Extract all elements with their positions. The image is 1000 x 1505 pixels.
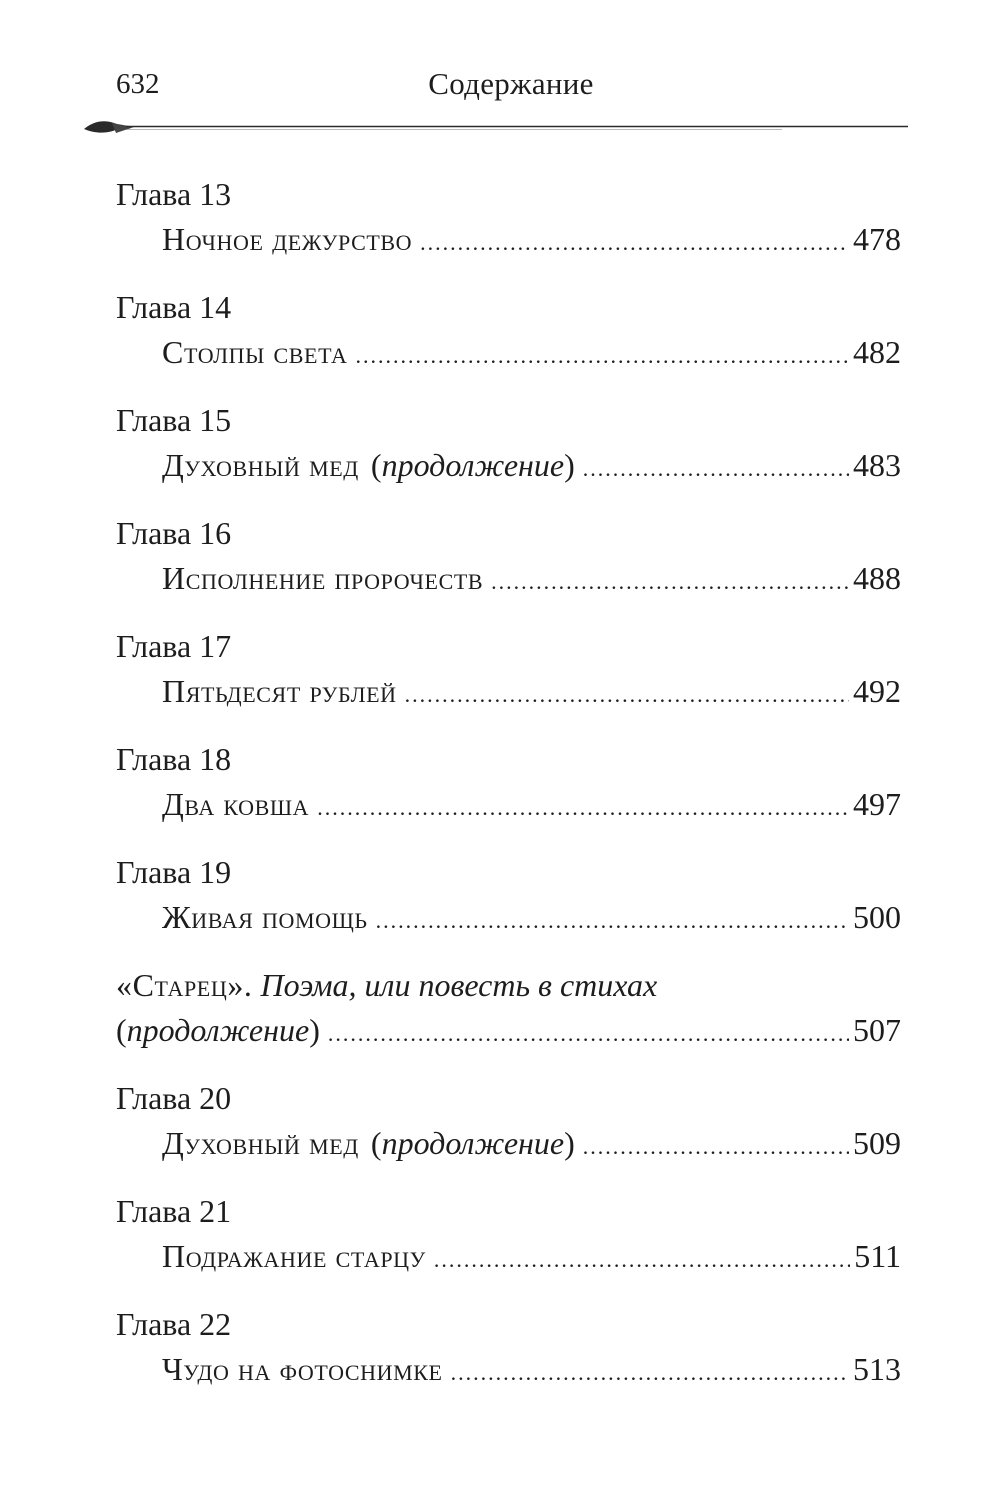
- entry-note: продолжение: [381, 447, 565, 483]
- toc-entry: [116, 895, 901, 940]
- chapter-label: Глава 20: [116, 1080, 232, 1116]
- toc-entry: [116, 1008, 901, 1053]
- dot-leader: [317, 797, 849, 819]
- page-ref: 511: [854, 1238, 901, 1274]
- toc-entry: [116, 556, 901, 601]
- dot-leader: [583, 1136, 849, 1158]
- toc-entry: [116, 1347, 901, 1392]
- dot-leader: [376, 910, 849, 932]
- chapter-label: Глава 19: [116, 854, 232, 890]
- poem-heading: [116, 963, 901, 1008]
- page-ref: 507: [853, 1012, 901, 1048]
- chapter-label: Глава 18: [116, 741, 232, 777]
- entry-note: продолжение: [126, 1012, 310, 1048]
- entry-title: Духовный мед: [162, 1125, 359, 1161]
- entry-title: Два ковша: [162, 786, 310, 822]
- toc-section: [116, 850, 901, 940]
- page-ref: 509: [853, 1125, 901, 1161]
- open-paren: (: [370, 447, 382, 483]
- toc-section: [116, 511, 901, 601]
- entry-title: Духовный мед: [162, 447, 359, 483]
- entry-title: Ночное дежурство: [162, 221, 413, 257]
- toc-entry: [116, 1121, 901, 1166]
- chapter-label: Глава 22: [116, 1306, 232, 1342]
- toc-entry: [116, 217, 901, 262]
- table-of-contents: [116, 172, 901, 1392]
- page-ref: 492: [853, 673, 901, 709]
- entry-title: Подражание старцу: [162, 1238, 426, 1274]
- dot-leader: [451, 1362, 849, 1384]
- chapter-label: Глава 21: [116, 1193, 232, 1229]
- close-paren: ): [564, 447, 575, 483]
- page-header: [116, 62, 906, 106]
- page-ref: 497: [853, 786, 901, 822]
- close-paren: ): [564, 1125, 575, 1161]
- poem-title: «Старец».: [116, 967, 253, 1003]
- entry-title: Исполнение пророчеств: [162, 560, 484, 596]
- running-title: Содержание: [428, 66, 594, 101]
- dot-leader: [491, 571, 849, 593]
- toc-section: [116, 737, 901, 827]
- entry-title: Пятьдесят рублей: [162, 673, 397, 709]
- dot-leader: [328, 1023, 849, 1045]
- toc-entry: [116, 1234, 901, 1279]
- entry-title: Живая помощь: [162, 899, 368, 935]
- chapter-label: Глава 15: [116, 402, 232, 438]
- poem-subtitle: Поэма, или повесть в стихах: [260, 967, 658, 1003]
- toc-section: [116, 285, 901, 375]
- toc-section: [116, 1189, 901, 1279]
- page-ref: 482: [853, 334, 901, 370]
- page-number: 632: [116, 68, 160, 100]
- toc-section: [116, 398, 901, 488]
- ornamental-rule: [82, 113, 908, 143]
- toc-section: [116, 172, 901, 262]
- toc-section: [116, 1076, 901, 1166]
- chapter-label: Глава 17: [116, 628, 232, 664]
- page-ref: 488: [853, 560, 901, 596]
- entry-note: продолжение: [381, 1125, 565, 1161]
- chapter-label: Глава 14: [116, 289, 232, 325]
- open-paren: (: [116, 1012, 127, 1048]
- dot-leader: [420, 232, 849, 254]
- page-ref: 483: [853, 447, 901, 483]
- toc-section: [116, 1302, 901, 1392]
- toc-entry: [116, 782, 901, 827]
- open-paren: (: [370, 1125, 382, 1161]
- entry-title: Чудо на фотоснимке: [162, 1351, 443, 1387]
- toc-poem-section: [116, 963, 901, 1053]
- chapter-label: Глава 16: [116, 515, 232, 551]
- toc-entry: [116, 669, 901, 714]
- toc-entry: [116, 330, 901, 375]
- close-paren: ): [309, 1012, 320, 1048]
- page-ref: 478: [853, 221, 901, 257]
- chapter-label: Глава 13: [116, 176, 232, 212]
- toc-entry: [116, 443, 901, 488]
- page-ref: 500: [853, 899, 901, 935]
- toc-section: [116, 624, 901, 714]
- page-ref: 513: [853, 1351, 901, 1387]
- dot-leader: [434, 1249, 850, 1271]
- dot-leader: [356, 345, 850, 367]
- dot-leader: [405, 684, 849, 706]
- dot-leader: [583, 458, 849, 480]
- entry-title: Столпы света: [162, 334, 348, 370]
